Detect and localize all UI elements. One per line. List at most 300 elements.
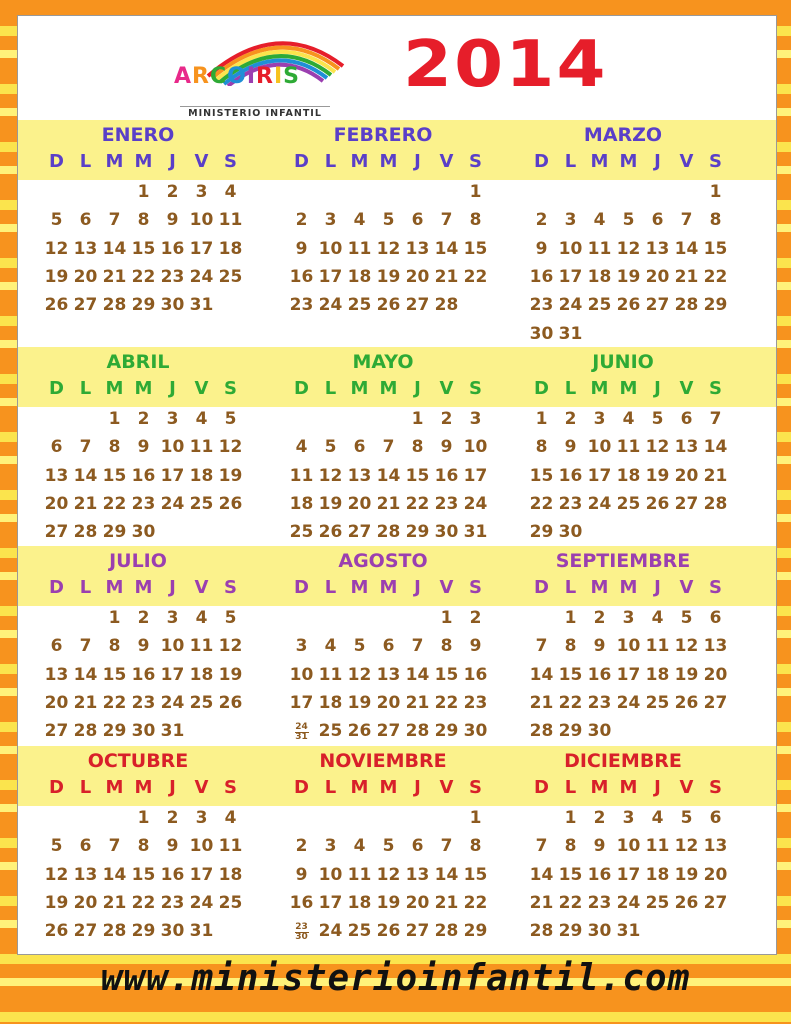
day-cell: 5	[651, 409, 664, 429]
day-cell: 13	[347, 465, 372, 486]
day-cell: 1	[108, 409, 121, 429]
day-cell: 10	[318, 238, 343, 259]
day-cell: 3	[324, 836, 337, 857]
weekday-label: V	[194, 577, 209, 598]
day-cell: 21	[529, 692, 554, 713]
day-cell: 2	[137, 409, 150, 429]
day-cell: 27	[376, 721, 401, 742]
day-cell: 19	[674, 864, 699, 885]
weekday-label: S	[224, 777, 237, 798]
day-cell: 16	[529, 266, 554, 287]
weekday-label: D	[534, 151, 549, 172]
weekday-label: L	[564, 777, 577, 798]
day-cell: 1	[137, 808, 150, 828]
logo-letter: A	[174, 64, 193, 89]
week-row	[52, 636, 262, 660]
weekday-label: S	[224, 577, 237, 598]
day-cell: 17	[289, 692, 314, 713]
day-cell: 14	[102, 238, 127, 259]
day-cell: 3	[622, 608, 635, 628]
day-cell: 18	[587, 266, 612, 287]
weekday-row	[534, 151, 747, 175]
day-cell: 5	[50, 836, 63, 857]
weekday-label: M	[379, 777, 398, 798]
day-cell: 10	[463, 437, 488, 458]
week-row	[529, 721, 747, 745]
week-row	[44, 266, 262, 291]
week-row	[537, 437, 747, 461]
week-row	[289, 266, 507, 291]
weekday-row	[534, 378, 747, 402]
day-cell: 25	[347, 295, 372, 316]
week-row	[52, 808, 262, 832]
day-cell: 19	[318, 493, 343, 514]
weekday-row	[49, 577, 262, 601]
day-cell: 4	[195, 409, 208, 429]
day-cell: 22	[102, 692, 127, 713]
day-cell: 14	[376, 465, 401, 486]
day-cell: 24	[160, 692, 185, 713]
day-cell: 21	[674, 266, 699, 287]
weekday-label: S	[469, 777, 482, 798]
day-cell: 30	[160, 921, 185, 942]
day-cell: 30	[463, 721, 488, 742]
weekday-label: L	[79, 777, 92, 798]
day-cell: 23	[558, 493, 583, 514]
day-cell: 26	[318, 522, 343, 543]
day-cell: 13	[703, 836, 728, 857]
day-cell: 11	[289, 465, 314, 486]
day-cell: 17	[463, 465, 488, 486]
day-cell: 11	[218, 836, 243, 857]
day-cell: 19	[347, 692, 372, 713]
day-cell: 8	[108, 636, 121, 657]
day-cell: 16	[160, 864, 185, 885]
weekday-label: V	[439, 777, 454, 798]
day-cell: 20	[645, 266, 670, 287]
logo-letter: R	[192, 64, 210, 89]
weekday-label: M	[379, 151, 398, 172]
day-cell: 16	[131, 664, 156, 685]
day-cell: 28	[73, 522, 98, 543]
weekday-label: D	[294, 151, 309, 172]
day-cell: 30	[587, 721, 612, 742]
day-cell: 7	[535, 836, 548, 857]
day-cell: 18	[645, 864, 670, 885]
weekday-label: M	[619, 378, 638, 399]
day-cell: 16	[131, 465, 156, 486]
day-cell: 3	[295, 636, 308, 657]
day-cell: 1	[564, 608, 577, 628]
day-cell: 29	[405, 522, 430, 543]
day-cell: 29	[434, 721, 459, 742]
weekday-label: J	[654, 378, 661, 399]
week-row	[44, 692, 262, 717]
weekday-label: V	[439, 378, 454, 399]
day-cell: 25	[318, 721, 343, 742]
weekday-label: M	[590, 151, 609, 172]
day-cell: 5	[680, 608, 693, 628]
day-cell: 23	[131, 493, 156, 514]
day-cell: 8	[108, 437, 121, 458]
day-cell: 2	[295, 836, 308, 857]
day-cell: 17	[616, 664, 641, 685]
weekday-label: D	[294, 378, 309, 399]
day-cell: 15	[463, 864, 488, 885]
day-cell: 16	[558, 465, 583, 486]
day-cell: 18	[645, 664, 670, 685]
day-cell: 16	[289, 892, 314, 913]
day-cell: 13	[73, 864, 98, 885]
day-cell: 17	[189, 864, 214, 885]
day-cell: 15	[131, 864, 156, 885]
weekday-label: S	[469, 577, 482, 598]
day-cell: 2	[166, 808, 179, 828]
day-cell: 14	[102, 864, 127, 885]
day-cell: 15	[558, 864, 583, 885]
weekday-label: M	[350, 777, 369, 798]
day-cell: 21	[376, 493, 401, 514]
day-cell: 11	[318, 664, 343, 685]
day-cell: 9	[295, 864, 308, 885]
weekday-label: J	[169, 378, 176, 399]
day-cell: 31	[160, 721, 185, 742]
week-row	[529, 692, 747, 717]
week-row	[44, 522, 262, 546]
day-cell: 3	[469, 409, 482, 429]
day-cell: 11	[218, 210, 243, 231]
day-cell: 14	[529, 864, 554, 885]
weekday-row	[49, 378, 262, 402]
day-cell: 11	[347, 238, 372, 259]
day-cell: 20	[405, 266, 430, 287]
day-cell: 23	[463, 692, 488, 713]
weekday-label: L	[79, 151, 92, 172]
day-cell: 1	[535, 409, 548, 429]
day-cell: 16	[463, 664, 488, 685]
weekday-label: L	[564, 378, 577, 399]
week-row	[289, 892, 507, 917]
weekday-label: M	[590, 577, 609, 598]
day-cell: 6	[79, 836, 92, 857]
day-cell: 6	[50, 437, 63, 458]
day-cell: 25	[645, 892, 670, 913]
weekday-label: M	[105, 151, 124, 172]
day-cell: 12	[318, 465, 343, 486]
week-row	[52, 409, 262, 433]
day-cell: 4	[593, 210, 606, 231]
weekday-label: D	[49, 378, 64, 399]
logo-letter: C	[209, 64, 228, 89]
week-row	[297, 808, 507, 832]
weekday-label: L	[324, 777, 337, 798]
day-cell: 29	[558, 721, 583, 742]
day-cell: 27	[73, 295, 98, 316]
footer-url[interactable]: www.ministerioinfantil.com	[100, 958, 691, 999]
day-cell: 31	[616, 921, 641, 942]
day-cell: 1	[137, 182, 150, 202]
weekday-label: M	[134, 151, 153, 172]
day-cell: 13	[405, 238, 430, 259]
day-cell: 24	[616, 692, 641, 713]
day-cell: 28	[102, 295, 127, 316]
day-cell: 14	[434, 238, 459, 259]
weekday-label: S	[709, 378, 722, 399]
day-cell: 7	[79, 437, 92, 458]
day-cell: 4	[622, 409, 635, 429]
day-cell: 2	[137, 608, 150, 628]
day-cell: 20	[44, 692, 69, 713]
day-cell: 20	[703, 664, 728, 685]
day-cell: 18	[189, 465, 214, 486]
weekday-label: M	[590, 378, 609, 399]
weekday-label: J	[414, 777, 421, 798]
day-cell: 17	[587, 465, 612, 486]
day-cell: 9	[593, 636, 606, 657]
day-cell: 23	[587, 692, 612, 713]
day-cell: 6	[709, 608, 722, 628]
week-row	[297, 636, 507, 660]
day-cell: 28	[529, 921, 554, 942]
day-cell: 25	[347, 921, 372, 942]
day-cell: 20	[347, 493, 372, 514]
day-cell: 20	[405, 892, 430, 913]
weekday-label: J	[414, 378, 421, 399]
day-cell: 9	[535, 238, 548, 259]
day-cell: 2	[440, 409, 453, 429]
day-cell: 5	[224, 409, 237, 429]
year-title: 2014	[403, 28, 608, 102]
day-cell: 10	[160, 636, 185, 657]
day-cell: 12	[44, 864, 69, 885]
day-cell: 27	[73, 921, 98, 942]
day-cell: 18	[347, 892, 372, 913]
day-cell: 22	[434, 692, 459, 713]
day-cell: 19	[376, 266, 401, 287]
week-row	[529, 266, 747, 291]
day-cell: 18	[218, 238, 243, 259]
weekday-label: V	[679, 777, 694, 798]
day-cell: 1	[709, 182, 722, 202]
day-cell: 17	[318, 892, 343, 913]
week-row	[289, 664, 507, 689]
week-row	[297, 239, 507, 263]
day-cell: 3	[622, 808, 635, 828]
day-cell: 14	[434, 864, 459, 885]
day-cell: 13	[44, 465, 69, 486]
day-cell: 17	[160, 465, 185, 486]
day-cell: 1	[411, 409, 424, 429]
week-row	[289, 493, 507, 518]
day-cell: 13	[44, 664, 69, 685]
day-cell: 11	[645, 836, 670, 857]
week-row	[529, 864, 747, 889]
day-cell: 2	[469, 608, 482, 628]
week-row	[537, 836, 747, 860]
weekday-label: V	[439, 151, 454, 172]
weekday-label: S	[224, 151, 237, 172]
day-cell: 4	[353, 210, 366, 231]
day-cell: 3	[166, 409, 179, 429]
day-cell: 27	[405, 295, 430, 316]
day-cell: 12	[218, 636, 243, 657]
weekday-label: V	[679, 378, 694, 399]
day-cell: 28	[434, 295, 459, 316]
day-cell: 7	[440, 836, 453, 857]
week-row	[52, 210, 262, 234]
day-cell: 28	[674, 295, 699, 316]
day-cell: 14	[73, 664, 98, 685]
day-cell: 30	[558, 522, 583, 543]
day-cell: 26	[347, 721, 372, 742]
day-cell: 5	[382, 210, 395, 231]
day-cell: 24	[558, 295, 583, 316]
day-cell: 7	[108, 836, 121, 857]
day-cell: 5	[382, 836, 395, 857]
day-cell: 24	[616, 892, 641, 913]
weekday-label: V	[679, 577, 694, 598]
day-cell: 13	[73, 238, 98, 259]
week-row	[529, 892, 747, 917]
week-row	[297, 608, 507, 632]
day-cell: 25	[289, 522, 314, 543]
day-cell: 25	[218, 266, 243, 287]
weekday-label: M	[619, 777, 638, 798]
weekday-label: M	[105, 577, 124, 598]
weekday-label: S	[469, 151, 482, 172]
day-cell: 14	[703, 437, 728, 458]
week-row	[529, 522, 747, 546]
day-cell: 24	[318, 295, 343, 316]
day-cell: 9	[137, 437, 150, 458]
day-cell: 23	[434, 493, 459, 514]
day-cell: 27	[405, 921, 430, 942]
day-cell: 22	[102, 493, 127, 514]
day-cell: 23	[529, 295, 554, 316]
day-cell: 6	[680, 409, 693, 429]
calendar-panel	[17, 15, 777, 955]
logo-letter: I	[246, 64, 257, 89]
logo-subtitle: MINISTERIO INFANTIL	[180, 106, 330, 119]
day-cell: 4	[651, 608, 664, 628]
day-cell: 16	[289, 266, 314, 287]
day-cell: 6	[411, 210, 424, 231]
day-cell: 21	[73, 493, 98, 514]
month-name: JULIO	[109, 550, 167, 572]
day-cell: 8	[564, 636, 577, 657]
day-cell: 12	[347, 664, 372, 685]
weekday-label: L	[324, 151, 337, 172]
weekday-label: L	[564, 577, 577, 598]
day-cell: 19	[218, 465, 243, 486]
day-cell: 15	[405, 465, 430, 486]
day-cell: 19	[376, 892, 401, 913]
day-cell: 5	[353, 636, 366, 657]
weekday-label: M	[134, 378, 153, 399]
day-cell: 12	[674, 836, 699, 857]
day-cell: 29	[529, 522, 554, 543]
weekday-label: D	[49, 777, 64, 798]
day-cell: 24	[189, 892, 214, 913]
day-cell: 7	[535, 636, 548, 657]
day-cell: 5	[324, 437, 337, 458]
day-cell: 13	[645, 238, 670, 259]
day-cell: 12	[616, 238, 641, 259]
day-cell: 15	[102, 664, 127, 685]
day-cell: 11	[189, 437, 214, 458]
week-row	[529, 323, 747, 348]
day-cell: 21	[102, 892, 127, 913]
day-cell: 9	[440, 437, 453, 458]
month-name: ABRIL	[106, 351, 170, 373]
day-cell: 6	[411, 836, 424, 857]
day-cell: 31	[189, 295, 214, 316]
week-row	[44, 864, 262, 889]
logo-letter: I	[273, 64, 284, 89]
day-cell: 27	[347, 522, 372, 543]
logo-letter: O	[227, 64, 247, 89]
day-cell: 9	[469, 636, 482, 657]
day-cell: 1	[108, 608, 121, 628]
week-row	[297, 836, 507, 860]
day-cell: 27	[703, 892, 728, 913]
day-cell: 12	[674, 636, 699, 657]
day-cell: 15	[703, 238, 728, 259]
weekday-label: D	[534, 378, 549, 399]
week-row	[52, 608, 262, 632]
week-row	[537, 808, 747, 832]
day-cell: 3	[195, 808, 208, 828]
month-name: AGOSTO	[338, 550, 428, 572]
day-cell: 26	[218, 692, 243, 713]
weekday-label: V	[194, 777, 209, 798]
month-name: OCTUBRE	[87, 750, 189, 772]
day-cell: 8	[535, 437, 548, 458]
day-cell: 21	[529, 892, 554, 913]
week-row	[529, 921, 747, 945]
day-cell: 22	[529, 493, 554, 514]
day-cell: 6	[709, 808, 722, 828]
weekday-row	[534, 777, 747, 801]
day-cell: 20	[73, 892, 98, 913]
weekday-label: J	[654, 777, 661, 798]
day-cell: 31	[558, 323, 583, 344]
day-cell: 9	[295, 238, 308, 259]
logo-letter: S	[283, 64, 301, 89]
day-cell: 22	[558, 692, 583, 713]
weekday-label: M	[379, 577, 398, 598]
day-cell: 8	[469, 836, 482, 857]
day-cell: 19	[44, 266, 69, 287]
day-cell: 9	[137, 636, 150, 657]
day-cell: 3	[166, 608, 179, 628]
day-cell: 20	[44, 493, 69, 514]
day-cell: 27	[44, 721, 69, 742]
day-cell: 22	[703, 266, 728, 287]
weekday-label: L	[79, 577, 92, 598]
weekday-label: D	[534, 777, 549, 798]
weekday-row	[294, 151, 507, 175]
week-row	[289, 465, 507, 490]
weekday-label: J	[169, 777, 176, 798]
day-cell: 26	[218, 493, 243, 514]
day-cell: 18	[347, 266, 372, 287]
day-cell: 16	[587, 664, 612, 685]
week-row	[537, 210, 747, 234]
day-cell: 12	[376, 864, 401, 885]
day-cell: 10	[289, 664, 314, 685]
day-cell: 15	[558, 664, 583, 685]
